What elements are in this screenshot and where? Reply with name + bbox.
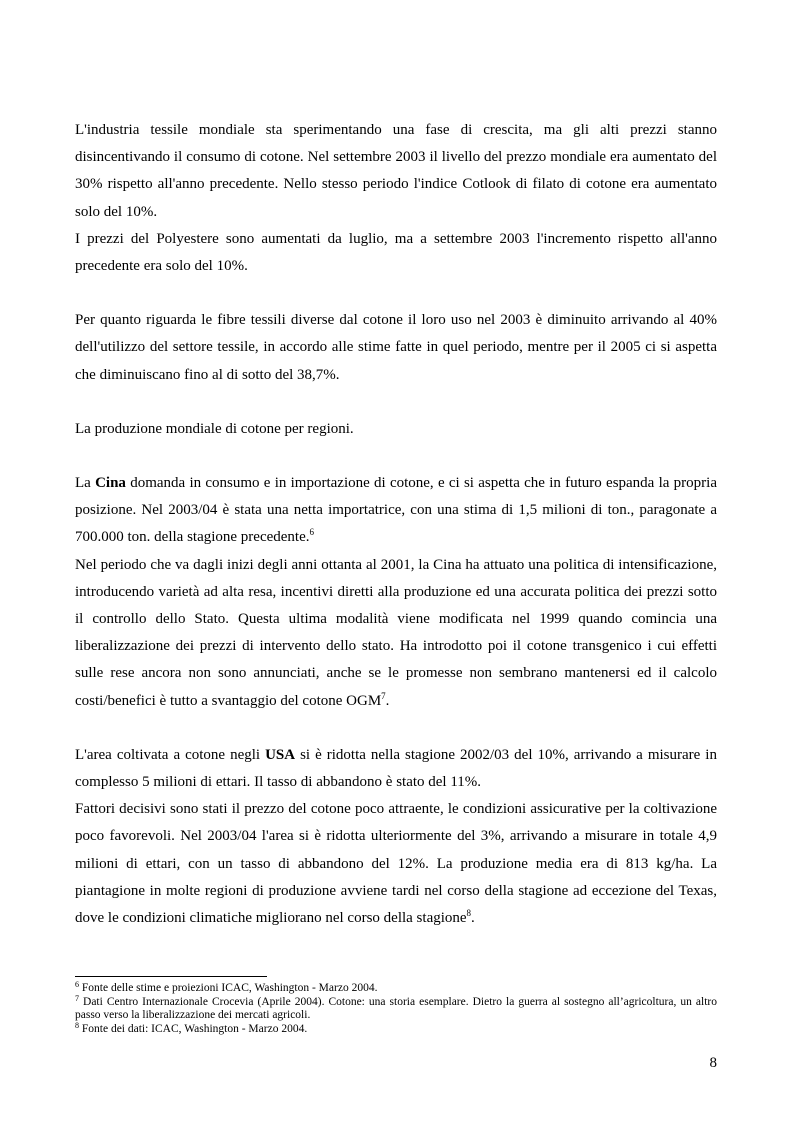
paragraph-china: La Cina domanda in consumo e in importazione di cotone, e ci si aspetta che in futuro espanda la propria posizione. Nel 2003/04 è stata una netta importatrice, con una stima di 1,5 milioni di ton., paragonate a 700.000 ton. della stagione precedente.$^6$: [75, 475, 718, 546]
paragraph-china-policy: Nel periodo che va dagli inizi degli anni ottanta al 2001, la Cina ha attuato una politica di intensificazione, introducendo varietà ad alta resa, incentivi diretti alla produzione ed una accurata politica dei prezzi sotto il controllo dello Stato. Questa ultima modalità viene modificata nel 1999 quando comincia una liberalizzazione dei prezzi di intervento dello stato. Ha introdotto poi il cotone transgenico i cui effetti sulle rese ancora non sono annunciati, anche se le promesse non sembrano mantenersi ed il calcolo costi/benefici è tutto a svantaggio del cotone OGM$^7$.: [75, 556, 717, 709]
footnote-divider: [75, 976, 267, 977]
footnotes: [75, 976, 717, 1036]
footnote-6: $^6$ Fonte delle stime e proiezioni ICAC, Washington - Marzo 2004.: [75, 980, 378, 994]
page-number: 8: [709, 1055, 717, 1071]
footnote-ref-7: 7: [381, 690, 386, 701]
bold-term-usa: USA: [265, 746, 296, 763]
document-body: [75, 117, 717, 932]
footnote-8: $^8$ Fonte dei dati: ICAC, Washington - Marzo 2004.: [75, 1020, 308, 1035]
paragraph-textile-industry: L'industria tessile mondiale sta sperimentando una fase di crescita, ma gli alti prezzi stanno disincentivando il consumo di cotone. Nel settembre 2003 il livello del prezzo mondiale era aumentato del 30% rispetto all'anno precedente. Nello stesso periodo l'indice Cotlook di filato di cotone era aumentato solo del 10%.: [75, 122, 717, 220]
paragraph-polyester-prices: I prezzi del Polyestere sono aumentati da luglio, ma a settembre 2003 l'incremento rispetto all'anno precedente era solo del 10%.: [75, 230, 717, 275]
paragraph-usa: L'area coltivata a cotone negli USA si è ridotta nella stagione 2002/03 del 10%, arrivando a misurare in complesso 5 milioni di ettari. Il tasso di abbandono è stato del 11%.: [75, 746, 717, 791]
footnote-ref-8: 8: [466, 908, 472, 919]
footnote-7: $^7$ Dati Centro Internazionale Crocevia (Aprile 2004). Cotone: una storia esemplare. Dietro la guerra al sostegno all’agricoltura, un altro passo verso la liberalizzazione dei mercati agricoli.: [75, 993, 717, 1021]
paragraph-usa-factors: Fattori decisivi sono stati il prezzo del cotone poco attraente, le condizioni assicurative per la coltivazione poco favorevoli. Nel 2003/04 l'area si è ridotta ulteriormente del 3%, arrivando a misurare in totale 4,9 milioni di ettari, con un tasso di abbandono del 12%. La produzione media era di 813 kg/ha. La piantagione in molte regioni di produzione avviene tardi nel corso della stagione ad eccezione del Texas, dove le condizioni climatiche migliorano nel corso della stagione$^8$.: [75, 801, 717, 927]
bold-term-cina: Cina: [95, 475, 126, 492]
section-heading-regions: La produzione mondiale di cotone per regioni.: [75, 420, 354, 437]
footnote-ref-6: 6: [309, 527, 315, 538]
paragraph-other-fibres: Per quanto riguarda le fibre tessili diverse dal cotone il loro uso nel 2003 è diminuito arrivando al 40% dell'utilizzo del settore tessile, in accordo alle stime fatte in quel periodo, mentre per il 2005 ci si aspetta che diminuiscano fino al di sotto del 38,7%.: [75, 312, 717, 383]
